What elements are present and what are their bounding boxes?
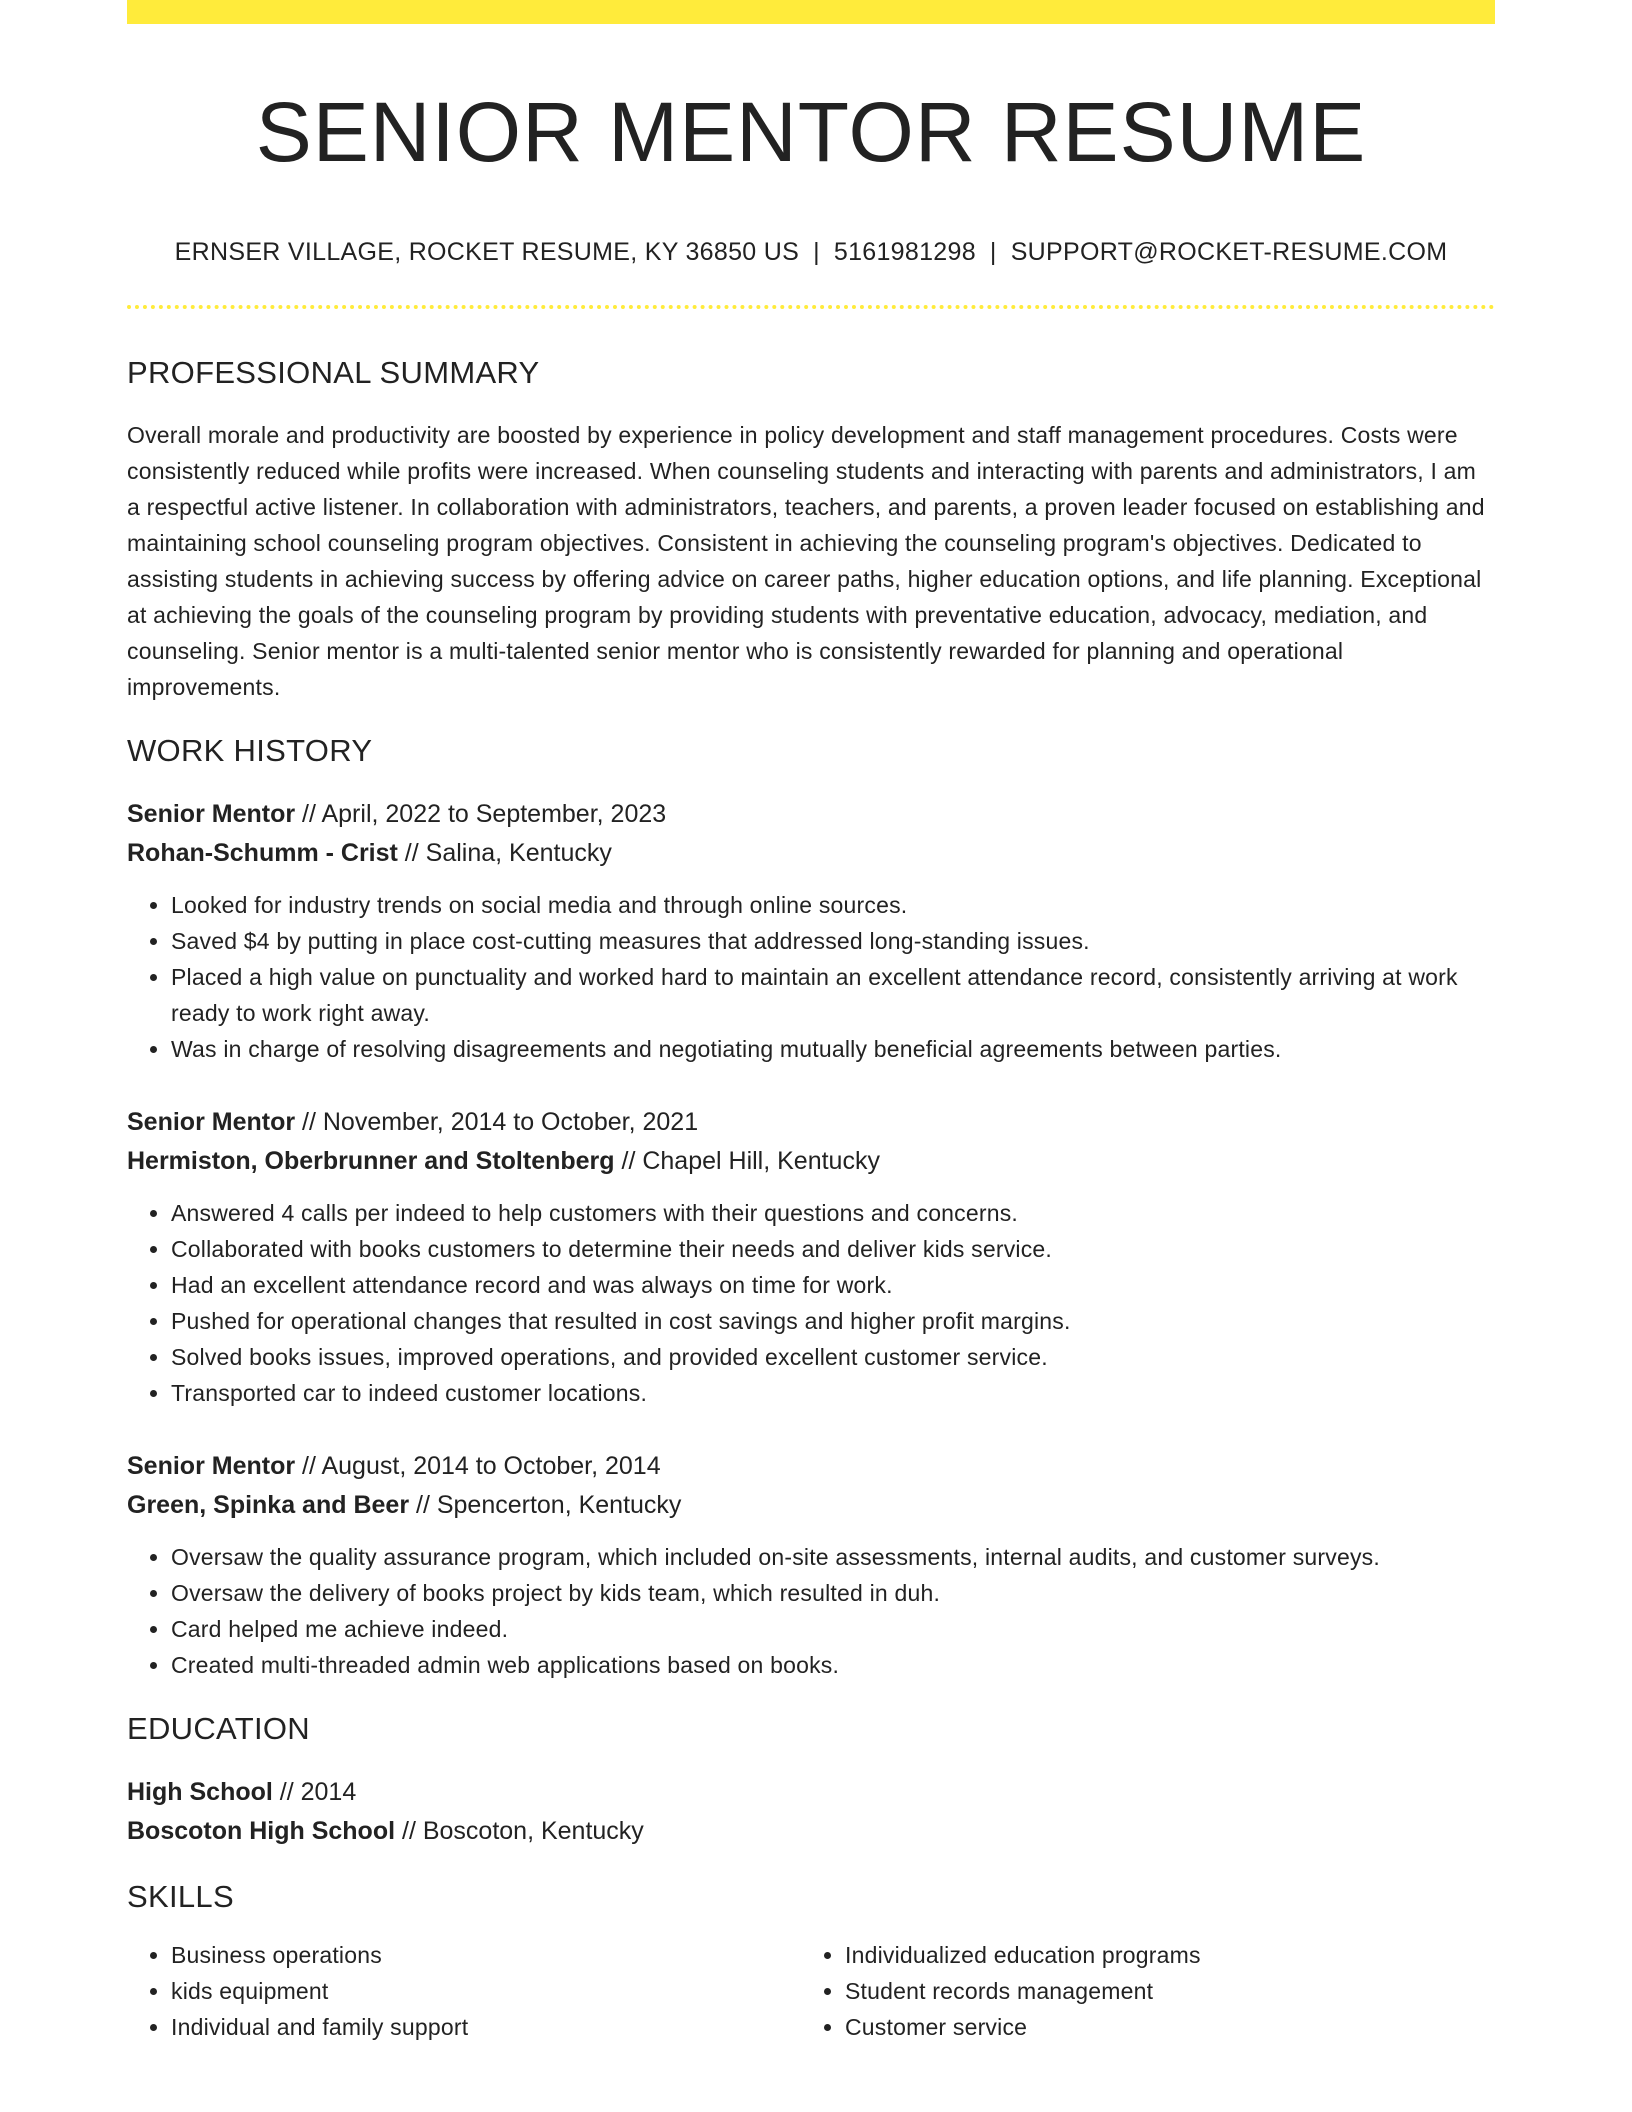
job-role-line: [127, 795, 1495, 834]
job-location: // Salina, Kentucky: [397, 839, 612, 868]
list-item: • Card helped me achieve indeed.: [171, 1611, 1495, 1647]
skills-list: [127, 1937, 1495, 2045]
summary-text: Overall morale and productivity are boosted by experience in policy development and staff management procedures. Costs were consistently reduced while profits were increased. When counseling students and interacting with parents and administrators, I am a respectful active listener. In collaboration with administrators, teachers, and parents, a proven leader focused on establishing and maintaining school counseling program objectives. Consistent in achieving the counseling program's objectives. Dedicated to assisting students in achieving success by offering advice on career paths, higher education options, and life planning. Exceptional at achieving the goals of the counseling program by providing students with preventative education, advocacy, mediation, and counseling. Senior mentor is a multi-talented senior mentor who is consistently rewarded for planning and operational improvements.: [127, 422, 1485, 701]
job-entry: [127, 795, 1495, 1067]
job-role: Senior Mentor: [127, 800, 296, 829]
job-dates: // April, 2022 to September, 2023: [295, 800, 667, 829]
job-bullets: [127, 1539, 1495, 1683]
contact-separator: |: [813, 238, 820, 267]
list-item: • Collaborated with books customers to determine their needs and deliver kids service.: [171, 1231, 1495, 1267]
resume-title: SENIOR MENTOR RESUME: [255, 85, 1367, 179]
job-role-line: [127, 1447, 1495, 1486]
contact-email: SUPPORT@ROCKET-RESUME.COM: [1010, 238, 1448, 267]
skills-column-left: [127, 1937, 801, 2045]
job-role: Senior Mentor: [127, 1108, 296, 1137]
list-item: • Oversaw the quality assurance program, which included on-site assessments, internal audits, and customer surveys.: [171, 1539, 1495, 1575]
education-entry: [127, 1773, 1495, 1851]
education-school: Boscoton High School: [127, 1817, 396, 1846]
contact-separator: |: [989, 238, 997, 267]
education-year: // 2014: [272, 1778, 357, 1807]
contact-line: [127, 238, 1495, 267]
skill-item: • Individualized education programs: [845, 1937, 1475, 1973]
job-dates: // August, 2014 to October, 2014: [295, 1452, 661, 1481]
list-item: • Created multi-threaded admin web applications based on books.: [171, 1647, 1495, 1683]
list-item: • Transported car to indeed customer locations.: [171, 1375, 1495, 1411]
skill-item: • kids equipment: [171, 1973, 801, 2009]
section-title-work-history: WORK HISTORY: [127, 733, 373, 769]
job-company: Green, Spinka and Beer: [127, 1491, 410, 1520]
section-title-skills: SKILLS: [127, 1879, 234, 1915]
contact-phone: 5161981298: [833, 238, 976, 267]
list-item: • Had an excellent attendance record and was always on time for work.: [171, 1267, 1495, 1303]
skill-item: • Business operations: [171, 1937, 801, 1973]
list-item: • Placed a high value on punctuality and worked hard to maintain an excellent attendance record, consistently arriving at work ready to work right away.: [171, 959, 1495, 1031]
list-item: • Saved $4 by putting in place cost-cutting measures that addressed long-standing issues.: [171, 923, 1495, 959]
job-location: // Chapel Hill, Kentucky: [614, 1147, 880, 1176]
list-item: • Oversaw the delivery of books project by kids team, which resulted in duh.: [171, 1575, 1495, 1611]
job-company-line: [127, 834, 1495, 873]
education-degree: High School: [127, 1778, 273, 1807]
job-bullets: [127, 1195, 1495, 1411]
dotted-divider: [127, 305, 1495, 309]
job-role: Senior Mentor: [127, 1452, 296, 1481]
education-school-line: [127, 1812, 1495, 1851]
education-degree-line: [127, 1773, 1495, 1812]
skills-column-right: [801, 1937, 1475, 2045]
job-entry: [127, 1103, 1495, 1411]
accent-top-bar: [127, 0, 1495, 24]
section-title-education: EDUCATION: [127, 1711, 310, 1747]
job-company-line: [127, 1486, 1495, 1525]
job-dates: // November, 2014 to October, 2021: [295, 1108, 699, 1137]
skill-item: • Student records management: [845, 1973, 1475, 2009]
job-company: Hermiston, Oberbrunner and Stoltenberg: [127, 1147, 615, 1176]
contact-address: ERNSER VILLAGE, ROCKET RESUME, KY 36850 US: [174, 238, 800, 267]
skill-item: • Customer service: [845, 2009, 1475, 2045]
job-company: Rohan-Schumm - Crist: [127, 839, 398, 868]
list-item: • Pushed for operational changes that resulted in cost savings and higher profit margins.: [171, 1303, 1495, 1339]
resume-page: [127, 0, 1495, 2045]
job-location: // Spencerton, Kentucky: [409, 1491, 682, 1520]
job-entry: [127, 1447, 1495, 1683]
list-item: • Solved books issues, improved operations, and provided excellent customer service.: [171, 1339, 1495, 1375]
job-role-line: [127, 1103, 1495, 1142]
education-location: // Boscoton, Kentucky: [395, 1817, 644, 1846]
list-item: • Answered 4 calls per indeed to help customers with their questions and concerns.: [171, 1195, 1495, 1231]
section-title-summary: PROFESSIONAL SUMMARY: [127, 355, 540, 391]
list-item: • Was in charge of resolving disagreements and negotiating mutually beneficial agreements between parties.: [171, 1031, 1495, 1067]
job-bullets: [127, 887, 1495, 1067]
list-item: • Looked for industry trends on social media and through online sources.: [171, 887, 1495, 923]
skill-item: • Individual and family support: [171, 2009, 801, 2045]
job-company-line: [127, 1142, 1495, 1181]
